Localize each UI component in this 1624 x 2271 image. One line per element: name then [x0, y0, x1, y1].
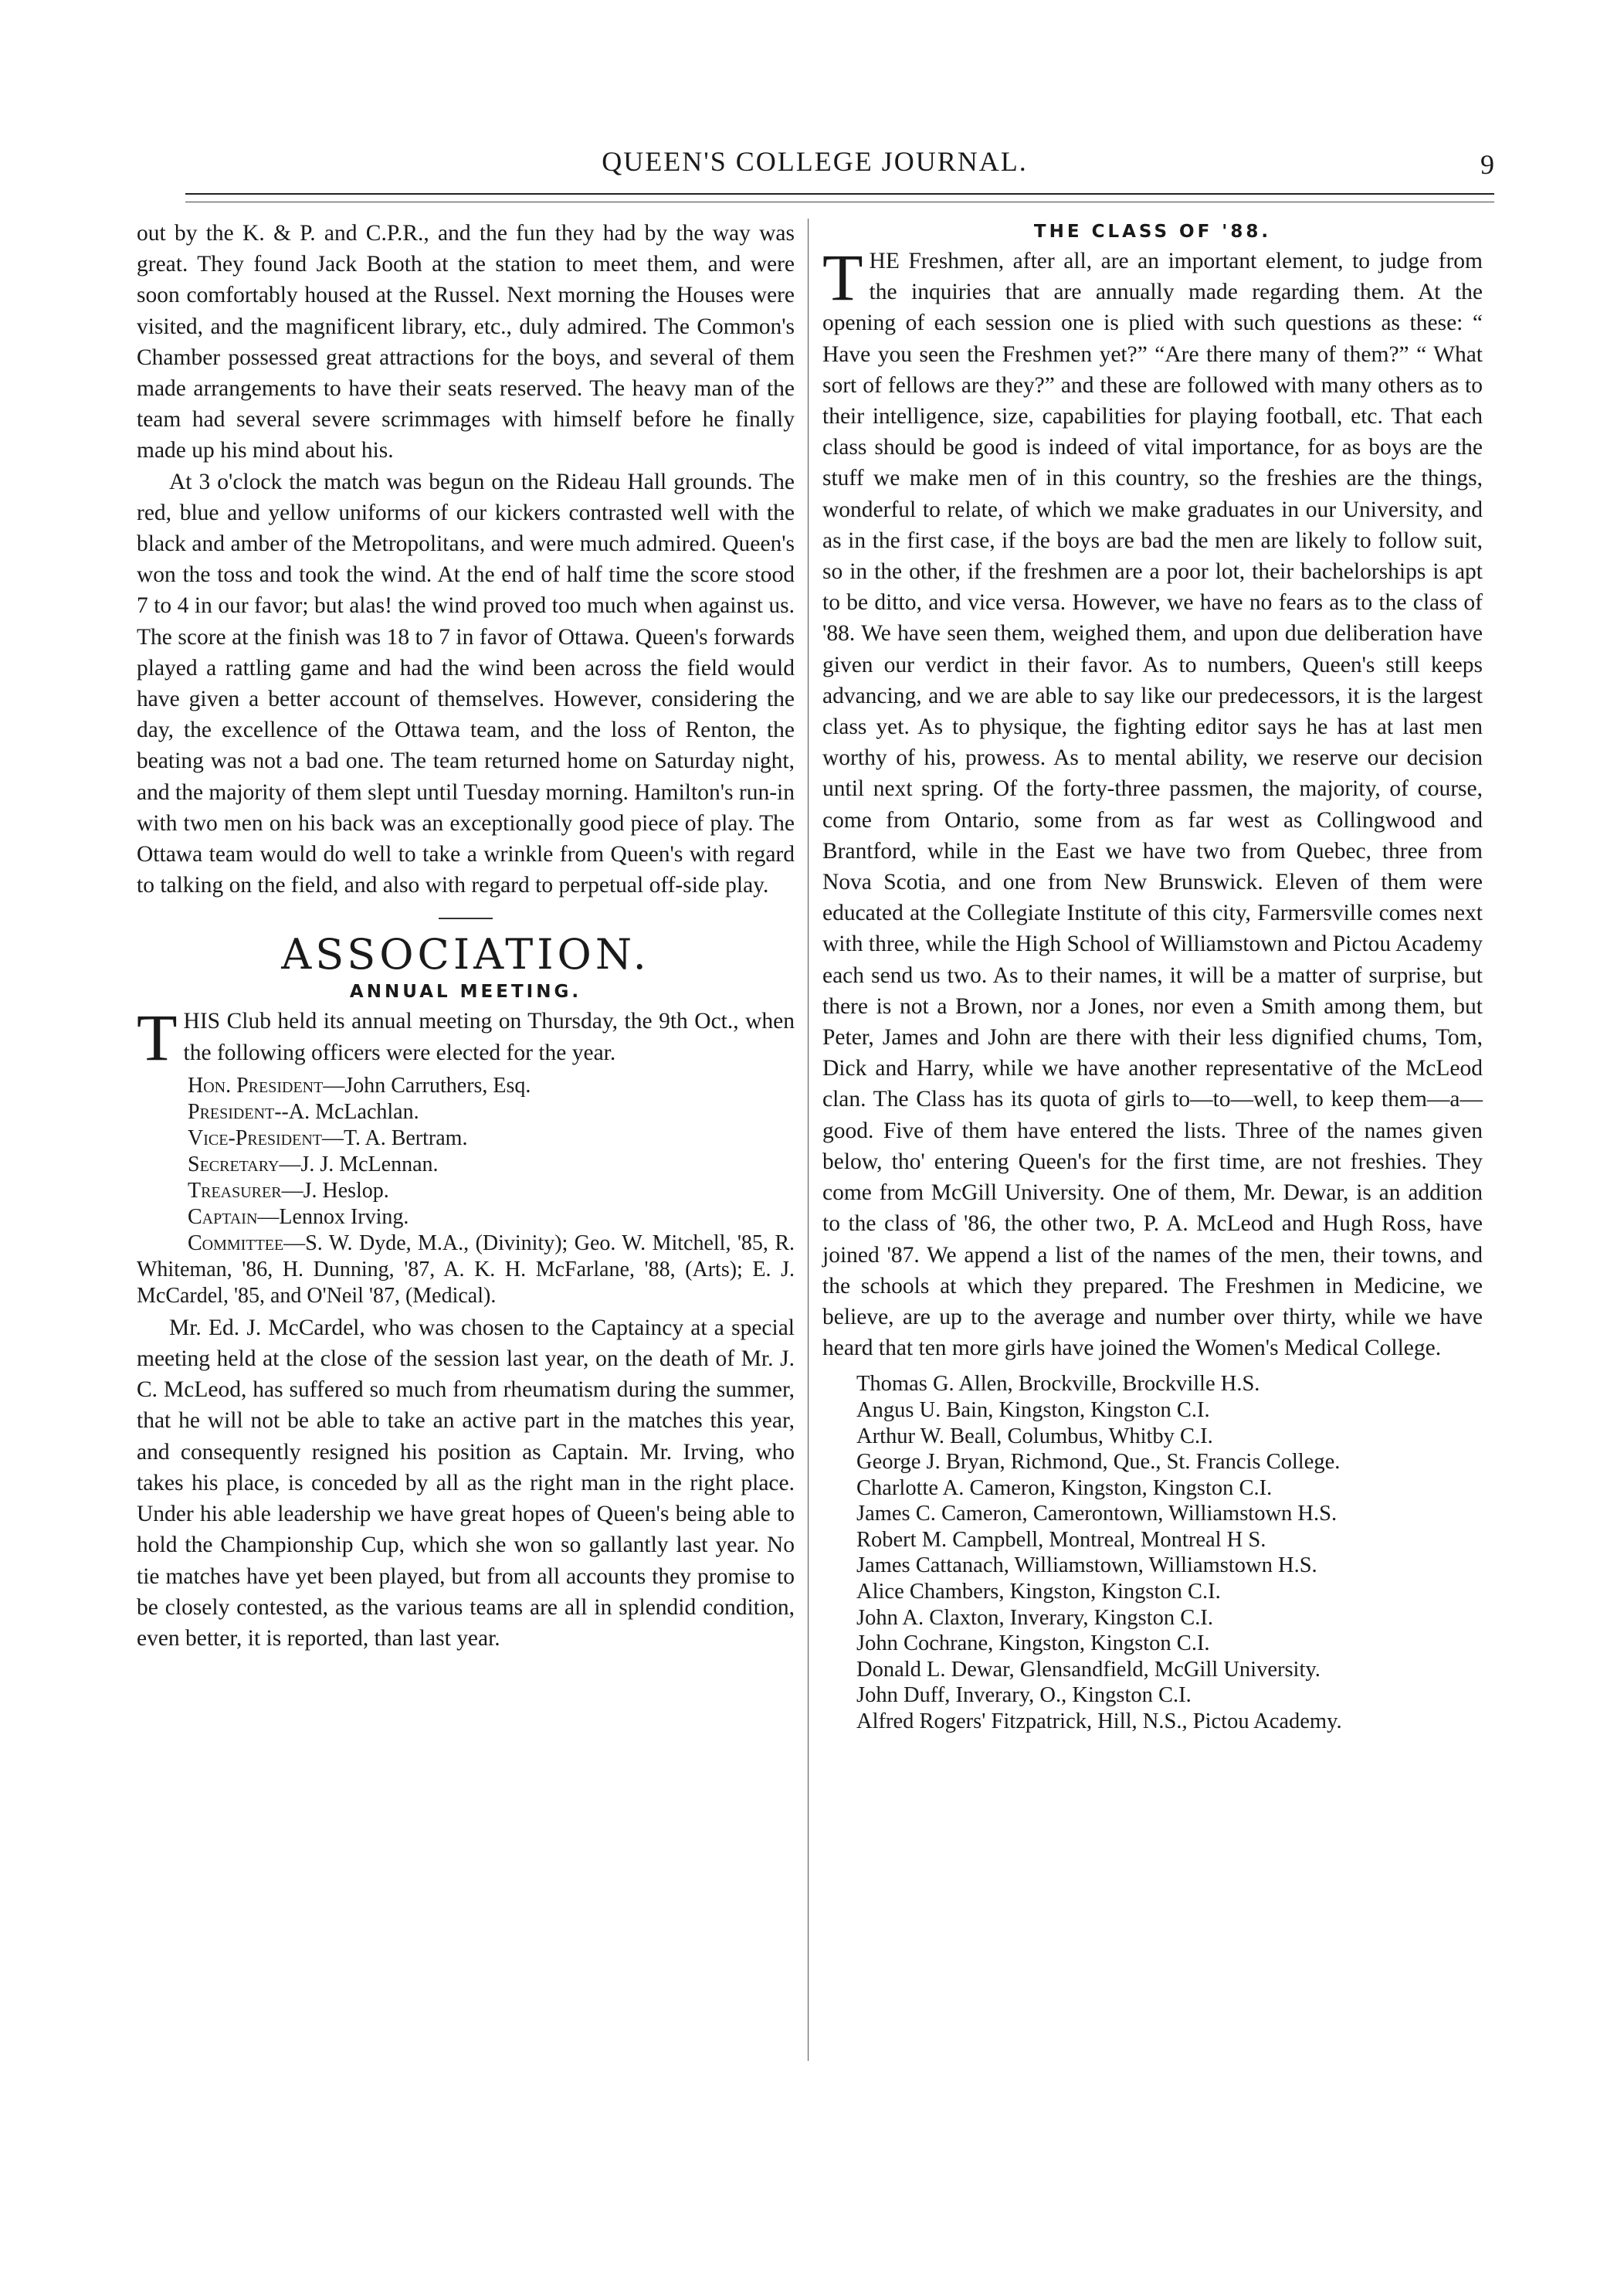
class-of-88-text: HE Freshmen, after all, are an important element, to judge from the inquiries that are annually made regarding them. At the opening of each session one is plied with such questions as these: “ Have you seen the Freshmen yet?” “Are there many of them?” “ What sort of fellows are they?” and these are followed with many others as to their intelligence, size, capabilities for playing football, etc. That each class should be good is indeed of vital importance, for as boys are the stuff we make men of in this country, so the freshies are the things, wonderful to relate, of which we make graduates in our University, and as in the first case, if the boys are bad the men are likely to follow suit, so in the other, if the freshmen are a poor lot, their bachelorships is apt to be ditto, and vice versa. However, we have no fears as to the class of '88. We have seen them, weighed them, and upon due deliberation have given our verdict in their favor. As to numbers, Queen's still keeps advancing, and we are able to say like our predecessors, it is the largest class yet. As to physique, the fighting editor says he has at last men worthy of his, prowess. As to mental ability, we reserve our decision until next spring. Of the forty-three passmen, the majority, of course, come from Ontario, some from as far west as Collingwood and Brantford, while in the East we have two from Quebec, three from Nova Scotia, and one from New Brunswick. Eleven of them were educated at the Collegiate Institute of this city, Farmersville comes next with three, while the High School of Williamstown and Pictou Academy each send us two. As to their names, it will be a matter of surprise, but there is not a Brown, nor a Jones, nor even a Smith among them, but Peter, James and John are there with their less dignified chums, Tom, Dick and Harry, while we have another representative of the McLeod clan. The Class has its quota of girls to—to—well, to keep them—a—good. Five of them have entered the lists. Three of the names given below, tho' entering Queen's for the first time, are not freshies. They come from McGill University. One of them, Mr. Dewar, is an addition to the class of '86, the other two, P. A. McLeod and Hugh Ross, have joined '87. We append a list of the names of the men, their towns, and the schools at which they prepared. The Freshmen in Medicine, we believe, are up to the average and number over thirty, while we have heard that ten more girls have joined the Women's Medical College. [822, 249, 1483, 1361]
column-divider [808, 219, 809, 2061]
officer-role: Hon. President [188, 1073, 324, 1098]
list-item: Arthur W. Beall, Columbus, Whitby C.I. [856, 1424, 1213, 1448]
list-item: Robert M. Campbell, Montreal, Montreal H S. [856, 1527, 1266, 1552]
list-item: John A. Claxton, Inverary, Kingston C.I. [856, 1605, 1214, 1630]
list-item: Alice Chambers, Kingston, Kingston C.I. [856, 1580, 1221, 1604]
list-item: Donald L. Dewar, Glensandfield, McGill University. [856, 1657, 1321, 1682]
officers-list [137, 1073, 795, 1309]
association-intro-text: HIS Club held its annual meeting on Thursday, the 9th Oct., when the following officers were elected for the year. [183, 1009, 795, 1065]
section-separator [439, 918, 493, 919]
captaincy-paragraph: Mr. Ed. J. McCardel, who was chosen to the Captaincy at a special meeting held at the close of the session last year, on the death of Mr. J. C. McLeod, has suffered so much from rheumatism during the summer, that he will not be able to take an active part in the matches this year, and consequently resigned his position as Captain. Mr. Irving, who takes his place, is conceded by all as the right man in the right place. Under his able leadership we have great hopes of Queen's being able to hold the Championship Cup, which she won so gallantly last year. No tie matches have yet been played, but from all accounts they promise to be closely contested, as the various teams are all in splendid condition, even better, it is reported, than last year. [137, 1315, 795, 1651]
committee-members: S. W. Dyde, M.A., (Divinity); Geo. W. Mitchell, '85, R. Whiteman, '86, H. Dunning, '87, A. K. H. McFarlane, '88, (Arts); E. J. McCardel, '85, and O'Neil '87, (Medical). [137, 1231, 795, 1308]
officer-name: J. J. McLennan. [300, 1152, 439, 1176]
list-item: Angus U. Bain, Kingston, Kingston C.I. [856, 1397, 1210, 1422]
list-item: John Duff, Inverary, O., Kingston C.I. [856, 1683, 1192, 1708]
officer-entry: Secretary—J. J. McLennan. [188, 1152, 439, 1176]
officer-name: Lennox Irving. [279, 1204, 409, 1229]
officer-role: Treasurer [188, 1178, 282, 1203]
list-item: George J. Bryan, Richmond, Que., St. Francis College. [856, 1450, 1341, 1475]
dropcap-letter: T [822, 240, 863, 314]
annual-meeting-subheading: ANNUAL MEETING. [349, 982, 582, 1003]
officer-role: Secretary [188, 1152, 280, 1176]
journal-title: QUEEN'S COLLEGE JOURNAL. [602, 146, 1028, 177]
class-of-88-body [822, 240, 1483, 1363]
officer-entry: Vice-President—T. A. Bertram. [188, 1125, 468, 1150]
officer-name: T. A. Bertram. [344, 1125, 468, 1150]
page-number: 9 [1480, 149, 1494, 180]
officer-role: Vice-President [188, 1125, 322, 1150]
officer-role: Captain [188, 1204, 258, 1229]
class-of-88-heading: THE CLASS OF '88. [1033, 222, 1272, 242]
list-item: Thomas G. Allen, Brockville, Brockville H.S. [856, 1372, 1260, 1397]
officer-name: A. McLachlan. [288, 1099, 419, 1124]
football-paragraph-2: At 3 o'clock the match was begun on the Rideau Hall grounds. The red, blue and yellow uniforms of our kickers contrasted well with the black and amber of the Metropolitans, and were much admired. Queen's won the toss and took the wind. At the end of half time the score stood 7 to 4 in our favor; but alas! the wind proved too much when against us. The score at the finish was 18 to 7 in favor of Ottawa. Queen's forwards played a rattling game and had the wind been across the field would have given a better account of themselves. However, considering the day, the excellence of the Ottawa team, and the loss of Renton, the beating was not a bad one. The team returned home on Saturday night, and the majority of them slept until Tuesday morning. Hamilton's run-in with two men on his back was an exceptionally good piece of play. The Ottawa team would do well to take a wrinkle from Queen's with regard to talking on the field, and also with regard to perpetual off-side play. [137, 469, 795, 898]
list-item: Charlotte A. Cameron, Kingston, Kingston C.I. [856, 1475, 1273, 1500]
left-column [137, 218, 795, 1654]
association-intro [137, 1000, 795, 1075]
header-rule-thick [185, 193, 1494, 195]
list-item: James C. Cameron, Camerontown, Williamstown H.S. [856, 1502, 1338, 1526]
list-item: James Cattanach, Williamstown, Williamstown H.S. [856, 1553, 1317, 1578]
right-column [822, 218, 1483, 1735]
officer-name: J. Heslop. [303, 1178, 389, 1203]
page-header [135, 145, 1494, 184]
dropcap-letter: T [137, 1000, 178, 1075]
list-item: John Cochrane, Kingston, Kingston C.I. [856, 1631, 1210, 1656]
officer-entry: Captain—Lennox Irving. [188, 1204, 409, 1229]
football-paragraph-1: out by the K. & P. and C.P.R., and the fun they had by the way was great. They found Jack Booth at the station to meet them, and were soon comfortably housed at the Russel. Next morning the Houses were visited, and the magnificent library, etc., duly admired. The Common's Chamber possessed great attractions for the boys, and several of them made arrangements to have their seats reserved. The heavy man of the team had several severe scrimmages with himself before he finally made up his mind about his. [137, 221, 795, 463]
officer-entry: Hon. President—John Carruthers, Esq. [188, 1073, 531, 1098]
list-item: Alfred Rogers' Fitzpatrick, Hill, N.S., Pictou Academy. [856, 1709, 1342, 1734]
student-list [822, 1371, 1483, 1734]
officer-role: President [188, 1099, 275, 1124]
committee-role: Committee [188, 1231, 284, 1255]
association-heading: ASSOCIATION. [281, 930, 650, 979]
officer-name: John Carruthers, Esq. [344, 1073, 531, 1098]
officer-entry: Treasurer—J. Heslop. [188, 1178, 389, 1203]
committee-entry: Committee—S. W. Dyde, M.A., (Divinity); Geo. W. Mitchell, '85, R. Whiteman, '86, H. Dunning, '87, A. K. H. McFarlane, '88, (Arts); E. J. McCardel, '85, and O'Neil '87, (Medical). [137, 1231, 795, 1308]
officer-entry: President--A. McLachlan. [188, 1099, 419, 1124]
